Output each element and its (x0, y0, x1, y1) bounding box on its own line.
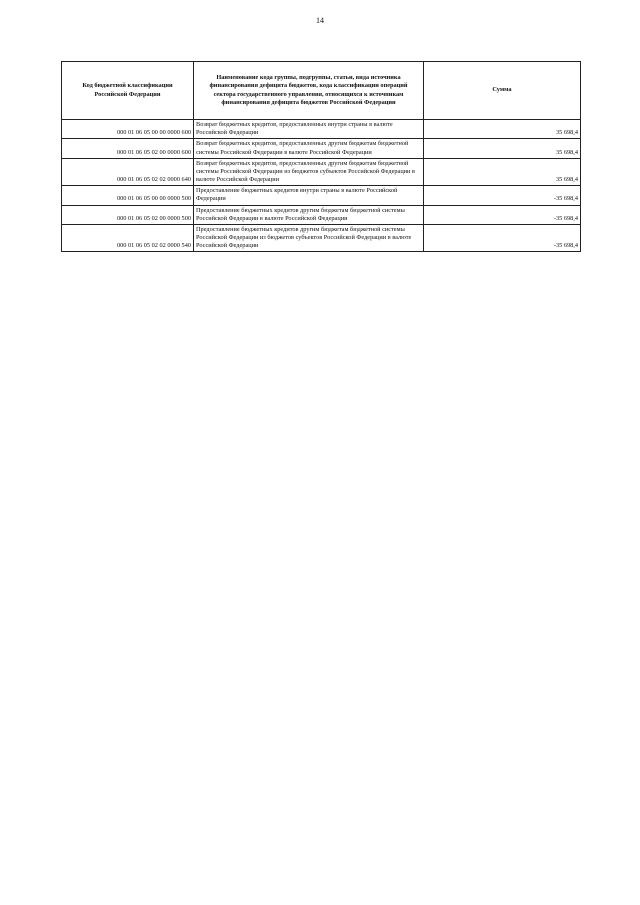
table-row (62, 205, 581, 224)
row-sum: -35 698,4 (424, 205, 581, 224)
row-sum: 35 698,4 (424, 139, 581, 158)
row-name: Возврат бюджетных кредитов, предоставленных внутри страны в валюте Российской Федерации (194, 120, 424, 139)
row-code: 000 01 06 05 02 00 0000 500 (62, 205, 194, 224)
row-sum: -35 698,4 (424, 186, 581, 205)
row-code: 000 01 06 05 02 02 0000 640 (62, 158, 194, 186)
header-code: Код бюджетной классификации Российской Федерации (62, 62, 194, 120)
row-name: Возврат бюджетных кредитов, предоставленных другим бюджетам бюджетной системы Российской Федерации в валюте Российской Федерации (194, 139, 424, 158)
row-code: 000 01 06 05 02 00 0000 600 (62, 139, 194, 158)
table-row (62, 139, 581, 158)
row-code: 000 01 06 05 00 00 0000 600 (62, 120, 194, 139)
header-sum: Сумма (424, 62, 581, 120)
budget-sources-table (61, 61, 581, 252)
row-name: Возврат бюджетных кредитов, предоставленных другим бюджетам бюджетной системы Российской Федерации из бюджетов субъектов Российской Федерации в валюте Российской Федерации (194, 158, 424, 186)
table-row (62, 120, 581, 139)
table-row (62, 224, 581, 252)
row-name: Предоставление бюджетных кредитов другим бюджетам бюджетной системы Российской Федерации в валюте Российской Федерации (194, 205, 424, 224)
row-sum: 35 698,4 (424, 158, 581, 186)
table-header-row (62, 62, 581, 120)
row-sum: 35 698,4 (424, 120, 581, 139)
header-name: Наименование кода группы, подгруппы, статьи, вида источника финансирования дефицита бюджетов, кода классификации операций сектора государственного управления, относящихся к источникам финансирования дефицита бюджетов Российской Федерации (194, 62, 424, 120)
row-code: 000 01 06 05 02 02 0000 540 (62, 224, 194, 252)
row-code: 000 01 06 05 00 00 0000 500 (62, 186, 194, 205)
page-number: 14 (316, 16, 324, 25)
table-row (62, 186, 581, 205)
row-sum: -35 698,4 (424, 224, 581, 252)
row-name: Предоставление бюджетных кредитов внутри страны в валюте Российской Федерации (194, 186, 424, 205)
table-row (62, 158, 581, 186)
row-name: Предоставление бюджетных кредитов другим бюджетам бюджетной системы Российской Федерации из бюджетов субъектов Российской Федерации в валюте Российской Федерации (194, 224, 424, 252)
